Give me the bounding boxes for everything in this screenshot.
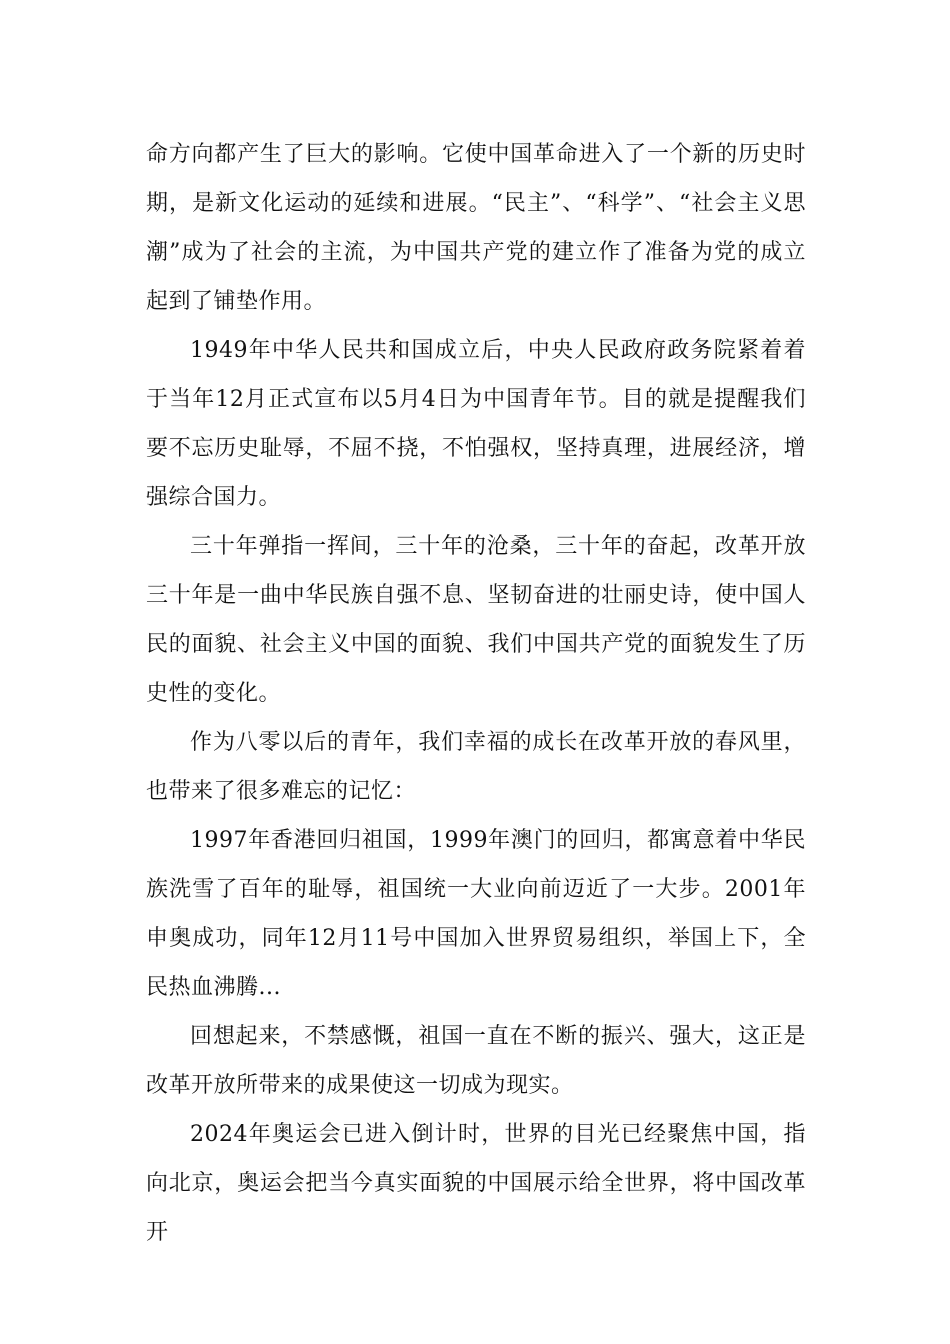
- paragraph-3: 三十年弹指一挥间，三十年的沧桑，三十年的奋起，改革开放三十年是一曲中华民族自强不息、坚韧奋进的壮丽史诗，使中国人民的面貌、社会主义中国的面貌、我们中国共产党的面貌发生了历史性的变化。: [146, 534, 806, 706]
- paragraph-4: 作为八零以后的青年，我们幸福的成长在改革开放的春风里，也带来了很多难忘的记忆：: [146, 730, 806, 804]
- document-body: [146, 130, 806, 1257]
- paragraph-1: 命方向都产生了巨大的影响。它使中国革命进入了一个新的历史时期，是新文化运动的延续和进展。“民主”、“科学”、“社会主义思潮”成为了社会的主流，为中国共产党的建立作了准备为党的成立起到了铺垫作用。: [146, 142, 806, 314]
- paragraph-5: 1997年香港回归祖国，1999年澳门的回归，都寓意着中华民族洗雪了百年的耻辱，祖国统一大业向前迈近了一大步。2001年申奥成功，同年12月11号中国加入世界贸易组织，举国上下，全民热血沸腾...: [146, 828, 806, 1000]
- paragraph-2: 1949年中华人民共和国成立后，中央人民政府政务院紧着着于当年12月正式宣布以5月4日为中国青年节。目的就是提醒我们要不忘历史耻辱，不屈不挠，不怕强权，坚持真理，进展经济，增强综合国力。: [146, 338, 806, 510]
- paragraph-6: 回想起来，不禁感慨，祖国一直在不断的振兴、强大，这正是改革开放所带来的成果使这一切成为现实。: [146, 1024, 806, 1098]
- paragraph-7: 2024年奥运会已进入倒计时，世界的目光已经聚焦中国，指向北京，奥运会把当今真实面貌的中国展示给全世界，将中国改革开: [146, 1122, 806, 1245]
